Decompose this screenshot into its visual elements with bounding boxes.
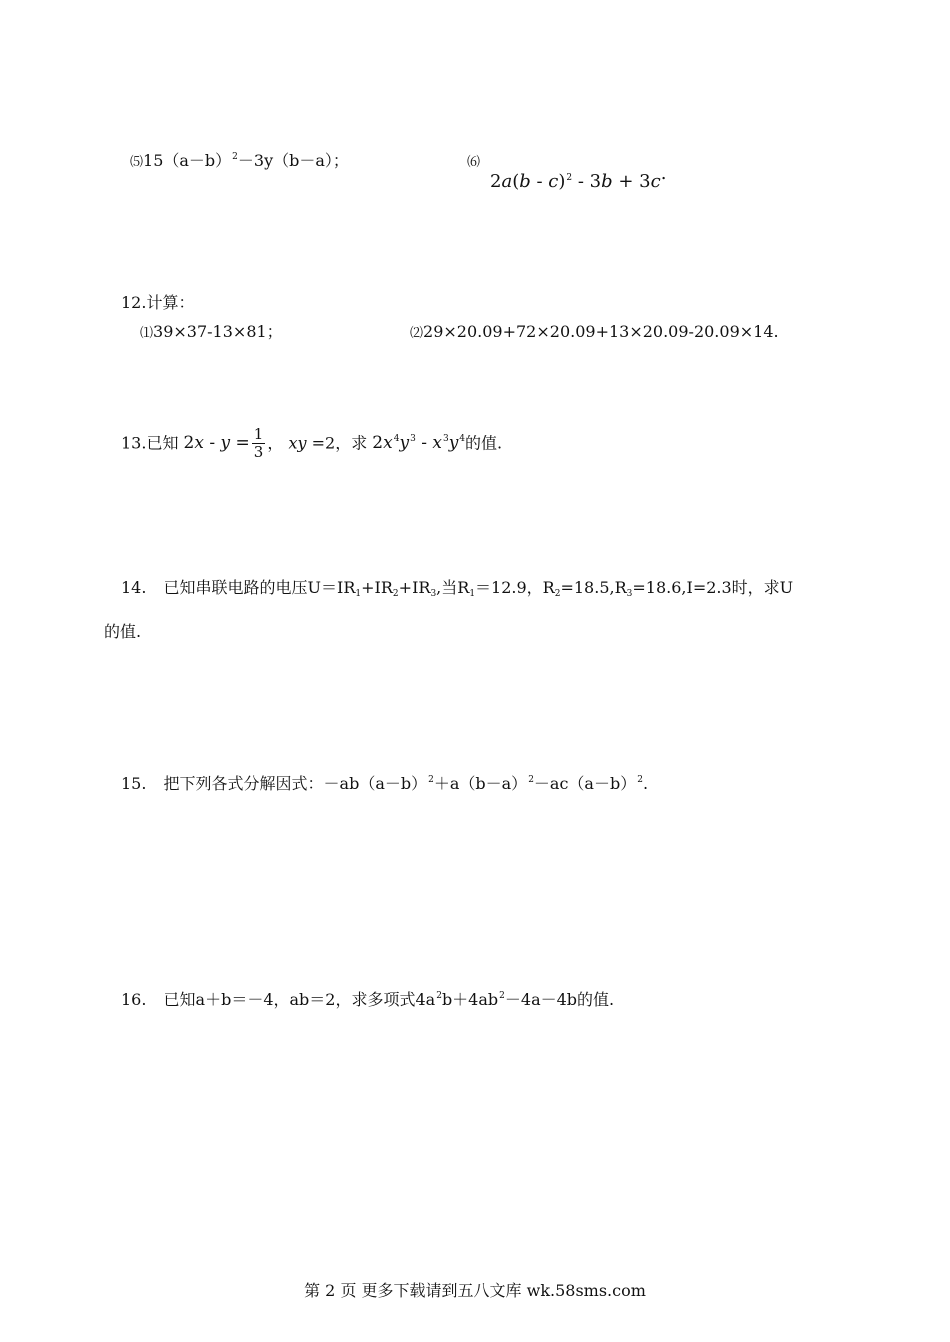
math-token: 2 xyxy=(490,171,502,192)
problem-text: ，求 xyxy=(335,433,368,453)
math-token: =2 xyxy=(306,433,336,453)
math-token: - xyxy=(530,171,549,192)
exponent: 2 xyxy=(637,775,643,785)
math-token: x xyxy=(383,432,393,453)
problem-text: ,当R xyxy=(436,578,470,597)
problem-text: 已知串联电路的电压U＝IR xyxy=(163,578,356,597)
item-12-1 xyxy=(140,322,283,342)
problem-15 xyxy=(121,774,648,793)
exponent: 2 xyxy=(436,991,442,1001)
fraction-denominator: 3 xyxy=(253,442,264,461)
problem-text: 的值. xyxy=(465,433,503,453)
item-label: ⑴ xyxy=(140,326,154,341)
math-token: + 3 xyxy=(612,171,651,192)
problem-14-line1 xyxy=(121,578,793,600)
exponent: 4 xyxy=(393,433,400,444)
math-token: - 3 xyxy=(572,171,602,192)
subscript: 2 xyxy=(554,589,561,599)
problem-text: 13.已知 xyxy=(121,433,179,453)
math-token: . xyxy=(660,163,667,184)
item-11-5 xyxy=(130,151,349,171)
math-token: x xyxy=(194,432,204,453)
math-token: ) xyxy=(558,171,566,192)
exponent: 4 xyxy=(459,433,466,444)
math-token: y xyxy=(220,432,231,453)
exponent: 2 xyxy=(528,775,534,785)
item-11-6-expression xyxy=(490,163,666,193)
exponent: 3 xyxy=(410,433,416,444)
footer-text: 第 2 页 更多下载请到五八文库 wk.58sms.com xyxy=(304,1281,646,1300)
problem-text: 把下列各式分解因式：－ab（a－b） xyxy=(163,774,428,793)
problem-16 xyxy=(121,990,614,1009)
problem-text: －4a－4b的值. xyxy=(504,990,615,1009)
problem-text: . xyxy=(642,774,649,793)
problem-12-title xyxy=(121,293,194,312)
item-11-6 xyxy=(467,151,480,171)
problem-text: =18.6,I=2.3时，求U xyxy=(632,578,794,597)
problem-text: +IR xyxy=(398,578,431,597)
problem-number: 16. xyxy=(121,990,147,1009)
math-token: - xyxy=(415,432,433,453)
math-token: a xyxy=(501,171,513,192)
math-token: y xyxy=(399,432,410,453)
exponent: 2 xyxy=(499,991,505,1001)
math-token: c xyxy=(548,171,559,192)
problem-number: 15. xyxy=(121,774,147,793)
math-token: b xyxy=(519,171,531,192)
item-label: ⑵ xyxy=(410,326,424,341)
problem-text: ＝12.9，R xyxy=(475,578,555,597)
problem-text: 的值. xyxy=(104,622,142,641)
problem-13 xyxy=(121,426,502,460)
subscript: 1 xyxy=(469,589,476,599)
expression xyxy=(372,433,465,453)
math-token: b xyxy=(601,171,613,192)
item-12-2 xyxy=(410,322,779,342)
math-token: = xyxy=(230,432,250,453)
exponent: 2 xyxy=(428,775,434,785)
math-token: ( xyxy=(512,171,520,192)
exponent: 2 xyxy=(566,173,573,183)
math-token: c xyxy=(650,171,661,192)
fraction xyxy=(252,426,266,460)
subscript: 1 xyxy=(355,589,362,599)
math-token: 2 xyxy=(183,432,195,453)
expression-text: 39×37-13×81； xyxy=(153,322,283,341)
problem-text: －ac（a－b） xyxy=(533,774,637,793)
math-token: x xyxy=(432,432,442,453)
item-label: ⑹ xyxy=(467,155,481,170)
punctuation: ， xyxy=(267,433,284,453)
subscript: 3 xyxy=(430,589,437,599)
problem-number: 14. xyxy=(121,578,147,597)
exponent: 2 xyxy=(232,152,238,162)
expression-text: 15（a－b） xyxy=(143,151,232,170)
subscript: 3 xyxy=(626,589,633,599)
math-token: xy xyxy=(288,433,307,453)
subscript: 2 xyxy=(392,589,399,599)
problem-text: +IR xyxy=(361,578,393,597)
page-footer xyxy=(0,1278,950,1301)
problem-text: =18.5,R xyxy=(560,578,627,597)
item-label: ⑸ xyxy=(130,155,144,170)
problem-14-line2 xyxy=(104,622,141,641)
expression-text: 29×20.09+72×20.09+13×20.09-20.09×14. xyxy=(423,322,779,341)
problem-title: 12.计算： xyxy=(121,293,195,312)
math-token: - xyxy=(203,432,221,453)
problem-text: b＋4ab xyxy=(441,990,499,1009)
exponent: 3 xyxy=(442,433,449,444)
problem-text: 已知a＋b＝－4，ab＝2，求多项式4a xyxy=(163,990,436,1009)
math-token: y xyxy=(448,432,459,453)
expression-text: －3y（b－a）； xyxy=(237,151,349,170)
fraction-numerator: 1 xyxy=(253,425,264,443)
math-token: 2 xyxy=(372,432,384,453)
problem-text: ＋a（b－a） xyxy=(433,774,528,793)
